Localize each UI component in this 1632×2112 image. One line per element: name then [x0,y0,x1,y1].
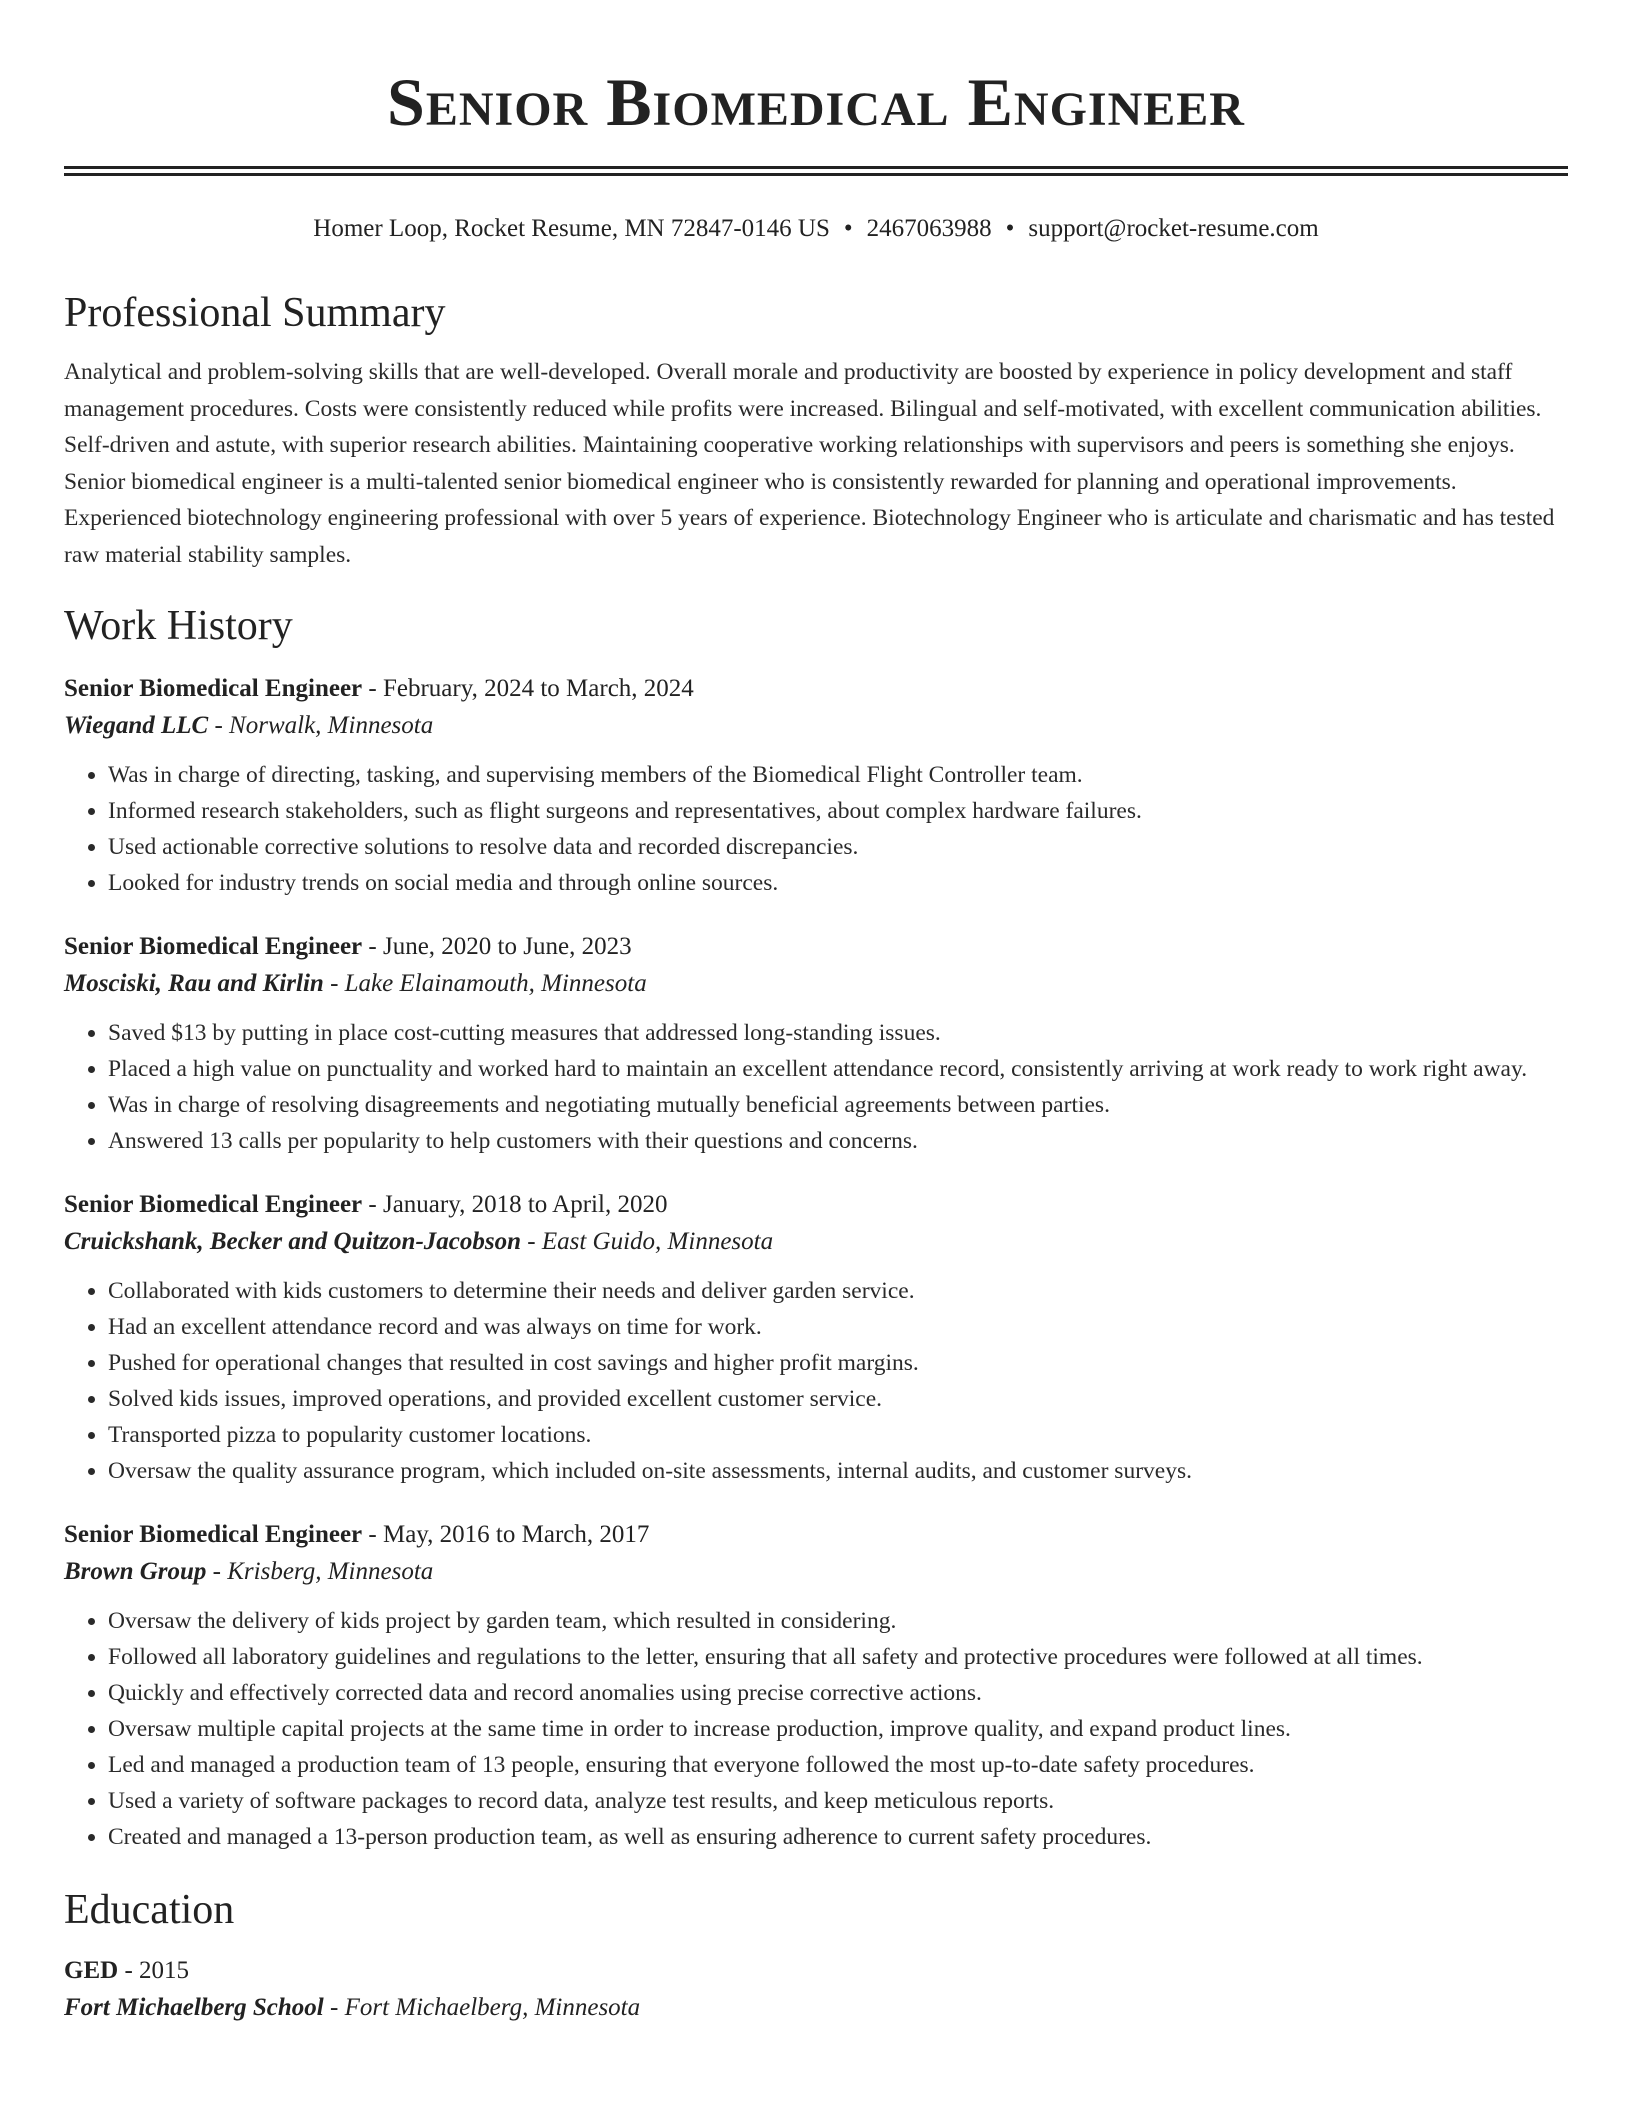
job-bullet: • Informed research stakeholders, such as flight surgeons and representatives, about complex hardware failures. [108,793,1568,829]
job-dates: May, 2016 to March, 2017 [382,1521,650,1548]
contact-separator: • [843,215,853,242]
job-bullet: • Led and managed a production team of 13 people, ensuring that everyone followed the most up-to-date safety procedures. [108,1747,1568,1783]
job-bullet: • Used actionable corrective solutions to resolve data and recorded discrepancies. [108,829,1568,865]
title-divider [64,166,1568,176]
job-bullet: • Had an excellent attendance record and was always on time for work. [108,1309,1568,1345]
job-bullet: • Was in charge of directing, tasking, and supervising members of the Biomedical Flight Controller team. [108,757,1568,793]
job-bullet: • Used a variety of software packages to record data, analyze test results, and keep meticulous reports. [108,1783,1568,1819]
job-title-line: Senior Biomedical Engineer - May, 2016 to March, 2017 [64,1521,650,1548]
education-degree-line: GED - 2015 [64,1957,190,1984]
job-location: East Guido, Minnesota [541,1228,774,1255]
job-bullets [64,1015,1568,1159]
job-title: Senior Biomedical Engineer [64,933,363,960]
job-company: Wiegand LLC [64,712,209,739]
job-entry [64,1187,1568,1489]
job-bullet: • Solved kids issues, improved operations, and provided excellent customer service. [108,1381,1568,1417]
job-entry [64,1517,1568,1855]
job-title: Senior Biomedical Engineer [64,1191,363,1218]
job-bullet: • Looked for industry trends on social media and through online sources. [108,865,1568,901]
job-entry [64,929,1568,1159]
job-company-line: Brown Group - Krisberg, Minnesota [64,1558,434,1585]
summary-text: Analytical and problem-solving skills that are well-developed. Overall morale and productivity are boosted by experience in policy development and staff management procedures. Costs were consistently reduced while profits were increased. Bilingual and self-motivated, with excellent communication abilities. Self-driven and astute, with superior research abilities. Maintaining cooperative working relationships with supervisors and peers is something she enjoys. Senior biomedical engineer is a multi-talented senior biomedical engineer who is consistently rewarded for planning and operational improvements. Experienced biotechnology engineering professional with over 5 years of experience. Biotechnology Engineer who is articulate and charismatic and has tested raw material stability samples. [64,359,1555,568]
job-location: Norwalk, Minnesota [229,712,434,739]
job-title-line: Senior Biomedical Engineer - January, 2018 to April, 2020 [64,1191,668,1218]
job-company: Brown Group [64,1558,207,1585]
education-entry [64,1953,1568,2027]
contact-separator: • [1005,215,1015,242]
education-school: Fort Michaelberg School [64,1994,324,2021]
job-bullet: • Pushed for operational changes that resulted in cost savings and higher profit margins. [108,1345,1568,1381]
education-heading: Education [64,1887,235,1933]
job-title: Senior Biomedical Engineer [64,675,363,702]
job-dates: February, 2024 to March, 2024 [382,675,694,702]
job-company-line: Wiegand LLC - Norwalk, Minnesota [64,712,434,739]
job-bullet: • Transported pizza to popularity customer locations. [108,1417,1568,1453]
job-title-line: Senior Biomedical Engineer - February, 2024 to March, 2024 [64,675,694,702]
job-bullets [64,757,1568,901]
contact-line [64,212,1568,246]
contact-email: support@rocket-resume.com [1028,215,1319,242]
education-location: Fort Michaelberg, Minnesota [344,1994,641,2021]
job-dates: January, 2018 to April, 2020 [382,1191,668,1218]
job-location: Lake Elainamouth, Minnesota [344,970,647,997]
contact-phone: 2467063988 [866,215,992,242]
job-bullet: • Created and managed a 13-person production team, as well as ensuring adherence to current safety procedures. [108,1819,1568,1855]
education-degree: GED [64,1957,119,1984]
job-bullet: • Oversaw the quality assurance program, which included on-site assessments, internal audits, and customer surveys. [108,1453,1568,1489]
job-bullet: • Quickly and effectively corrected data and record anomalies using precise corrective actions. [108,1675,1568,1711]
job-entry [64,671,1568,901]
job-bullet: • Oversaw the delivery of kids project by garden team, which resulted in considering. [108,1603,1568,1639]
job-location: Krisberg, Minnesota [227,1558,434,1585]
job-bullet: • Answered 13 calls per popularity to help customers with their questions and concerns. [108,1123,1568,1159]
education-year: 2015 [139,1957,190,1984]
job-company: Mosciski, Rau and Kirlin [64,970,324,997]
summary-heading: Professional Summary [64,290,446,336]
job-company: Cruickshank, Becker and Quitzon-Jacobson [64,1228,522,1255]
job-bullet: • Placed a high value on punctuality and worked hard to maintain an excellent attendance record, consistently arriving at work ready to work right away. [108,1051,1568,1087]
job-bullet: • Oversaw multiple capital projects at the same time in order to increase production, improve quality, and expand product lines. [108,1711,1568,1747]
job-title: Senior Biomedical Engineer [64,1521,363,1548]
job-title-line: Senior Biomedical Engineer - June, 2020 to June, 2023 [64,933,632,960]
job-bullet: • Followed all laboratory guidelines and regulations to the letter, ensuring that all safety and protective procedures were followed at all times. [108,1639,1568,1675]
job-dates: June, 2020 to June, 2023 [382,933,632,960]
work-history-heading: Work History [64,603,293,649]
job-bullet: • Collaborated with kids customers to determine their needs and deliver garden service. [108,1273,1568,1309]
resume-title: Senior Biomedical Engineer [387,64,1245,140]
job-bullets [64,1603,1568,1855]
contact-address: Homer Loop, Rocket Resume, MN 72847-0146 US [313,215,830,242]
job-bullet: • Was in charge of resolving disagreements and negotiating mutually beneficial agreements between parties. [108,1087,1568,1123]
education-school-line: Fort Michaelberg School - Fort Michaelberg, Minnesota [64,1994,641,2021]
job-bullets [64,1273,1568,1489]
job-company-line: Mosciski, Rau and Kirlin - Lake Elainamouth, Minnesota [64,970,647,997]
job-bullet: • Saved $13 by putting in place cost-cutting measures that addressed long-standing issues. [108,1015,1568,1051]
job-company-line: Cruickshank, Becker and Quitzon-Jacobson - East Guido, Minnesota [64,1228,774,1255]
